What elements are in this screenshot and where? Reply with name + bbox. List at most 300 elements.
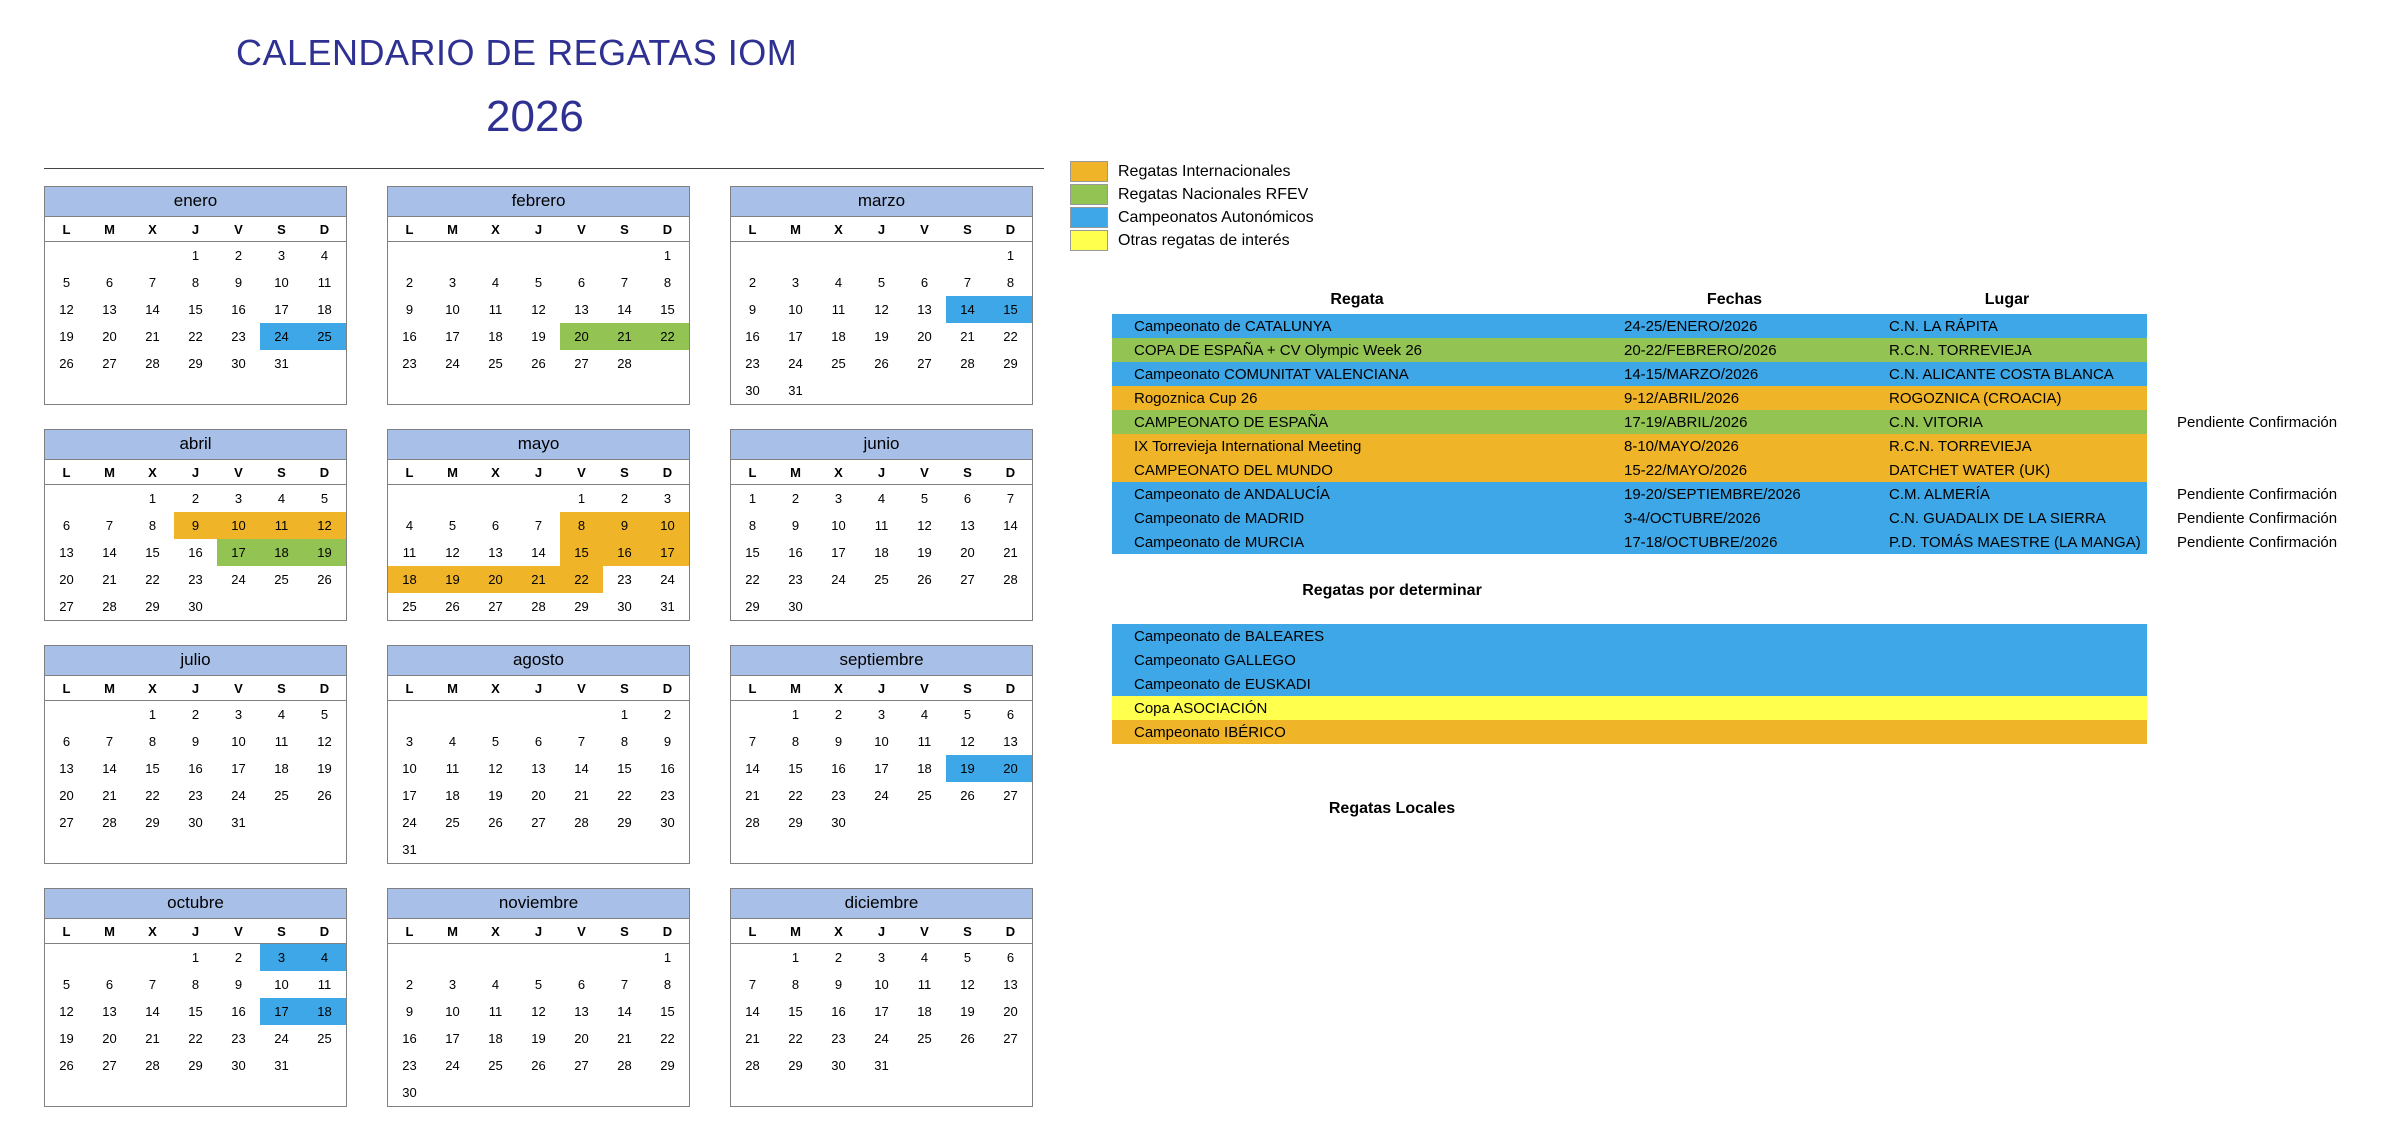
day-cell: 3 (834, 491, 843, 506)
day-cell: 2 (405, 275, 414, 290)
day-cell: 30 (402, 1085, 417, 1100)
day-cell: 26 (960, 1031, 975, 1046)
weekday-header: D (303, 919, 346, 944)
day-cell: 14 (145, 302, 160, 317)
day-cell (88, 944, 131, 972)
day-cell: 20 (989, 755, 1032, 782)
day-cell: 19 (917, 545, 932, 560)
day-cell: 3 (663, 491, 672, 506)
day-cell: 2 (191, 491, 200, 506)
week-row (388, 593, 689, 620)
day-cell: 1 (148, 707, 157, 722)
day-cell: 5 (963, 950, 972, 965)
weekday-header: M (88, 676, 131, 701)
day-cell: 6 (577, 977, 586, 992)
month-calendar-abril (44, 429, 347, 621)
day-cell: 12 (445, 545, 460, 560)
day-cell: 11 (874, 518, 889, 533)
week-row (45, 566, 346, 593)
day-cell: 23 (402, 356, 417, 371)
day-cell (431, 485, 474, 513)
day-cell: 22 (145, 572, 160, 587)
day-cell: 19 (317, 761, 332, 776)
day-cell: 15 (788, 1004, 803, 1019)
calendar-row (44, 186, 1054, 405)
day-cell: 14 (617, 1004, 632, 1019)
day-cell: 24 (274, 1031, 289, 1046)
legend-item (1070, 183, 1314, 206)
cell-regata: CAMPEONATO DEL MUNDO (1134, 461, 1333, 479)
day-cell: 4 (303, 944, 346, 972)
day-cell: 16 (745, 329, 760, 344)
cell-regata: Campeonato COMUNITAT VALENCIANA (1134, 365, 1409, 383)
row-note: Pendiente Confirmación (2177, 486, 2338, 503)
day-cell: 19 (431, 566, 474, 593)
day-cell: 8 (791, 734, 800, 749)
month-name: abril (45, 430, 346, 460)
weekday-header: X (474, 676, 517, 701)
day-cell: 10 (231, 734, 246, 749)
day-cell: 1 (748, 491, 757, 506)
row-note: Pendiente Confirmación (2177, 414, 2338, 431)
cell-fechas: 17-19/ABRIL/2026 (1624, 413, 1748, 431)
day-cell: 8 (663, 275, 672, 290)
legend-label: Otras regatas de interés (1118, 231, 1290, 249)
week-row (388, 1079, 689, 1106)
cell-lugar: ROGOZNICA (CROACIA) (1889, 389, 2062, 407)
day-cell: 12 (488, 761, 503, 776)
legend-label: Regatas Nacionales RFEV (1118, 185, 1309, 203)
legend-item (1070, 206, 1314, 229)
month-name: febrero (388, 187, 689, 217)
day-cell: 8 (148, 518, 157, 533)
day-cell: 27 (531, 815, 546, 830)
day-cell: 12 (59, 302, 74, 317)
day-cell: 27 (1003, 788, 1018, 803)
day-cell: 5 (320, 707, 329, 722)
day-cell: 27 (102, 356, 117, 371)
events-table (1112, 288, 2338, 554)
weekday-header: M (774, 460, 817, 485)
day-cell: 1 (663, 950, 672, 965)
weekday-header: V (560, 919, 603, 944)
day-cell: 13 (102, 302, 117, 317)
day-cell: 20 (560, 323, 603, 350)
weekday-header: M (774, 217, 817, 242)
day-cell: 13 (531, 761, 546, 776)
month-name: octubre (45, 889, 346, 919)
day-cell: 2 (791, 491, 800, 506)
weekday-header: L (731, 217, 774, 242)
day-cell: 28 (102, 599, 117, 614)
day-cell: 25 (917, 1031, 932, 1046)
day-cell: 18 (831, 329, 846, 344)
week-row (731, 728, 1032, 755)
day-cell: 16 (402, 329, 417, 344)
day-cell: 6 (1006, 707, 1015, 722)
day-cell (45, 944, 88, 972)
day-cell: 11 (260, 512, 303, 539)
day-cell: 31 (402, 842, 417, 857)
week-row (45, 323, 346, 350)
day-cell: 24 (231, 572, 246, 587)
day-cell: 12 (303, 512, 346, 539)
day-cell: 23 (745, 356, 760, 371)
day-cell (431, 836, 474, 863)
cell-lugar: C.N. LA RÁPITA (1889, 317, 1998, 335)
day-cell: 24 (260, 323, 303, 350)
day-cell: 17 (402, 788, 417, 803)
day-cell: 17 (874, 761, 889, 776)
weekday-header: S (603, 676, 646, 701)
month-name: junio (731, 430, 1032, 460)
week-row (731, 755, 1032, 782)
weekday-header: S (260, 919, 303, 944)
day-cell: 18 (917, 1004, 932, 1019)
day-cell: 12 (59, 1004, 74, 1019)
column-header: Regata (1330, 291, 1384, 308)
day-cell: 29 (574, 599, 589, 614)
week-row (731, 539, 1032, 566)
day-cell: 22 (646, 323, 689, 350)
cell-lugar: R.C.N. TORREVIEJA (1889, 437, 2032, 455)
cell-lugar: P.D. TOMÁS MAESTRE (LA MANGA) (1889, 533, 2141, 551)
day-cell: 16 (188, 545, 203, 560)
day-cell: 26 (59, 356, 74, 371)
day-cell: 1 (191, 950, 200, 965)
week-row (731, 971, 1032, 998)
day-cell (946, 242, 989, 270)
cell-fechas: 15-22/MAYO/2026 (1624, 461, 1748, 479)
day-cell: 30 (660, 815, 675, 830)
day-cell: 25 (303, 323, 346, 350)
day-cell: 21 (745, 1031, 760, 1046)
day-cell: 5 (963, 707, 972, 722)
weekday-header: X (817, 919, 860, 944)
day-cell: 6 (62, 518, 71, 533)
day-cell: 15 (145, 545, 160, 560)
day-cell: 31 (660, 599, 675, 614)
week-row (731, 323, 1032, 350)
day-cell: 21 (1003, 545, 1018, 560)
day-cell: 20 (59, 788, 74, 803)
month-calendar-noviembre (387, 888, 690, 1107)
weekday-header: M (88, 919, 131, 944)
day-cell: 27 (102, 1058, 117, 1073)
weekday-header: V (217, 676, 260, 701)
weekday-header: V (903, 217, 946, 242)
day-cell: 5 (534, 275, 543, 290)
tbd-table (1112, 624, 2147, 744)
table-row (1112, 530, 2147, 554)
weekday-header: X (474, 460, 517, 485)
cell-fechas: 19-20/SEPTIEMBRE/2026 (1624, 485, 1801, 503)
day-cell: 30 (188, 599, 203, 614)
day-cell (860, 809, 903, 836)
day-cell: 9 (791, 518, 800, 533)
table-row (1112, 338, 2147, 362)
week-row (731, 782, 1032, 809)
day-cell: 13 (1003, 734, 1018, 749)
day-cell: 20 (960, 545, 975, 560)
day-cell: 17 (831, 545, 846, 560)
day-cell (431, 701, 474, 729)
day-cell: 15 (617, 761, 632, 776)
day-cell: 14 (102, 545, 117, 560)
day-cell: 30 (788, 599, 803, 614)
weekday-header: M (431, 217, 474, 242)
day-cell: 19 (531, 1031, 546, 1046)
day-cell: 30 (745, 383, 760, 398)
day-cell: 23 (831, 1031, 846, 1046)
day-cell: 13 (102, 1004, 117, 1019)
day-cell (560, 836, 603, 863)
week-row (731, 485, 1032, 513)
day-cell: 9 (834, 977, 843, 992)
day-cell: 25 (402, 599, 417, 614)
day-cell: 2 (663, 707, 672, 722)
day-cell: 3 (405, 734, 414, 749)
weekday-header: D (303, 460, 346, 485)
weekday-header: L (731, 919, 774, 944)
day-cell: 8 (748, 518, 757, 533)
week-row (388, 323, 689, 350)
calendar-row (44, 645, 1054, 864)
day-cell (946, 377, 989, 404)
cell-regata: Campeonato de MADRID (1134, 509, 1305, 527)
day-cell: 4 (877, 491, 886, 506)
weekday-header: J (517, 217, 560, 242)
day-cell (517, 701, 560, 729)
weekday-header: V (903, 460, 946, 485)
day-cell: 31 (274, 356, 289, 371)
day-cell: 22 (560, 566, 603, 593)
day-cell (88, 701, 131, 729)
weekday-header: D (989, 217, 1032, 242)
day-cell (303, 350, 346, 377)
day-cell: 24 (445, 1058, 460, 1073)
day-cell: 15 (745, 545, 760, 560)
day-cell: 10 (274, 275, 289, 290)
month-name: noviembre (388, 889, 689, 919)
cell-regata: Campeonato de ANDALUCÍA (1134, 485, 1330, 503)
day-cell: 4 (491, 977, 500, 992)
weekday-header: S (603, 460, 646, 485)
day-cell: 29 (788, 815, 803, 830)
day-cell: 31 (231, 815, 246, 830)
day-cell: 26 (445, 599, 460, 614)
day-cell: 13 (59, 545, 74, 560)
day-cell: 19 (59, 1031, 74, 1046)
day-cell: 27 (574, 1058, 589, 1073)
table-row (1112, 458, 2147, 482)
day-cell (131, 944, 174, 972)
day-cell: 9 (191, 734, 200, 749)
week-row (45, 728, 346, 755)
day-cell: 24 (231, 788, 246, 803)
day-cell: 23 (788, 572, 803, 587)
day-cell: 21 (517, 566, 560, 593)
day-cell: 24 (831, 572, 846, 587)
weekday-header: X (131, 460, 174, 485)
day-cell (989, 1052, 1032, 1079)
cell-regata: Campeonato de EUSKADI (1134, 675, 1311, 693)
day-cell: 1 (791, 707, 800, 722)
week-row (731, 1025, 1032, 1052)
day-cell: 29 (1003, 356, 1018, 371)
day-cell: 24 (788, 356, 803, 371)
weekday-header: X (131, 217, 174, 242)
week-row (388, 512, 689, 539)
week-row (388, 1052, 689, 1079)
day-cell: 26 (59, 1058, 74, 1073)
week-row (388, 728, 689, 755)
day-cell: 15 (188, 302, 203, 317)
day-cell: 27 (59, 599, 74, 614)
day-cell: 16 (603, 539, 646, 566)
day-cell: 13 (1003, 977, 1018, 992)
day-cell: 17 (231, 761, 246, 776)
day-cell (731, 701, 774, 729)
day-cell: 28 (145, 1058, 160, 1073)
weekday-header: V (903, 919, 946, 944)
day-cell (603, 242, 646, 270)
weekday-header: V (903, 676, 946, 701)
day-cell: 27 (59, 815, 74, 830)
weekday-header: X (474, 919, 517, 944)
cell-fechas: 14-15/MARZO/2026 (1624, 365, 1759, 383)
day-cell: 11 (831, 302, 846, 317)
weekday-header: X (817, 217, 860, 242)
day-cell: 9 (174, 512, 217, 539)
day-cell: 23 (617, 572, 632, 587)
day-cell: 19 (59, 329, 74, 344)
week-row (731, 944, 1032, 972)
day-cell: 23 (831, 788, 846, 803)
day-cell (517, 485, 560, 513)
day-cell: 22 (188, 329, 203, 344)
weekday-header: L (388, 460, 431, 485)
weekday-header: S (260, 460, 303, 485)
day-cell (88, 242, 131, 270)
calendar-row (44, 888, 1054, 1107)
weekday-header: D (646, 460, 689, 485)
day-cell: 22 (660, 1031, 675, 1046)
day-cell: 16 (831, 761, 846, 776)
table-row (1112, 362, 2147, 386)
weekday-header: M (774, 676, 817, 701)
day-cell (388, 485, 431, 513)
week-row (731, 269, 1032, 296)
day-cell: 9 (234, 275, 243, 290)
row-note: Pendiente Confirmación (2177, 510, 2338, 527)
day-cell: 28 (102, 815, 117, 830)
day-cell (646, 836, 689, 863)
day-cell: 16 (660, 761, 675, 776)
day-cell (45, 485, 88, 513)
cell-regata: Campeonato de BALEARES (1134, 627, 1325, 645)
day-cell (603, 1079, 646, 1106)
table-header-row (1112, 288, 2147, 314)
week-row (388, 269, 689, 296)
day-cell: 17 (788, 329, 803, 344)
day-cell: 28 (531, 599, 546, 614)
day-cell: 10 (402, 761, 417, 776)
week-row (388, 1025, 689, 1052)
day-cell (431, 242, 474, 270)
day-cell: 5 (448, 518, 457, 533)
weekday-header: M (431, 919, 474, 944)
week-row (731, 566, 1032, 593)
weekday-header: M (774, 919, 817, 944)
weekday-header: V (217, 919, 260, 944)
day-cell: 3 (877, 950, 886, 965)
day-cell (517, 944, 560, 972)
weekday-header: S (946, 676, 989, 701)
weekday-header: X (817, 460, 860, 485)
cell-fechas: 24-25/ENERO/2026 (1624, 317, 1758, 335)
day-cell: 18 (488, 1031, 503, 1046)
weekday-header: S (946, 919, 989, 944)
weekday-header: L (388, 217, 431, 242)
week-row (388, 485, 689, 513)
day-cell: 7 (620, 275, 629, 290)
day-cell (817, 593, 860, 620)
weekday-header: J (174, 676, 217, 701)
cell-regata: Campeonato de CATALUNYA (1134, 317, 1332, 335)
day-cell: 25 (488, 1058, 503, 1073)
week-row (388, 836, 689, 863)
day-cell: 18 (303, 998, 346, 1025)
week-row (45, 971, 346, 998)
day-cell: 29 (617, 815, 632, 830)
day-cell: 29 (188, 1058, 203, 1073)
week-row (388, 971, 689, 998)
cell-lugar: C.N. GUADALIX DE LA SIERRA (1889, 509, 2106, 527)
day-cell: 16 (788, 545, 803, 560)
weekday-header: J (860, 217, 903, 242)
day-cell: 7 (620, 977, 629, 992)
day-cell (217, 593, 260, 620)
day-cell: 3 (448, 275, 457, 290)
weekday-header: J (517, 460, 560, 485)
day-cell: 26 (960, 788, 975, 803)
day-cell: 30 (831, 815, 846, 830)
day-cell (431, 944, 474, 972)
day-cell: 7 (1006, 491, 1015, 506)
day-cell: 26 (531, 356, 546, 371)
day-cell (946, 809, 989, 836)
day-cell: 6 (105, 977, 114, 992)
day-cell (131, 242, 174, 270)
day-cell: 26 (874, 356, 889, 371)
day-cell (388, 242, 431, 270)
day-cell: 23 (660, 788, 675, 803)
week-row (731, 809, 1032, 836)
day-cell: 16 (188, 761, 203, 776)
day-cell: 27 (574, 356, 589, 371)
day-cell: 28 (960, 356, 975, 371)
day-cell: 8 (620, 734, 629, 749)
day-cell (989, 593, 1032, 620)
month-calendar-febrero (387, 186, 690, 405)
weekday-header: J (517, 676, 560, 701)
day-cell: 30 (188, 815, 203, 830)
month-calendar-junio (730, 429, 1033, 621)
day-cell: 26 (317, 788, 332, 803)
day-cell: 5 (320, 491, 329, 506)
cell-regata: Copa ASOCIACIÓN (1134, 699, 1268, 717)
